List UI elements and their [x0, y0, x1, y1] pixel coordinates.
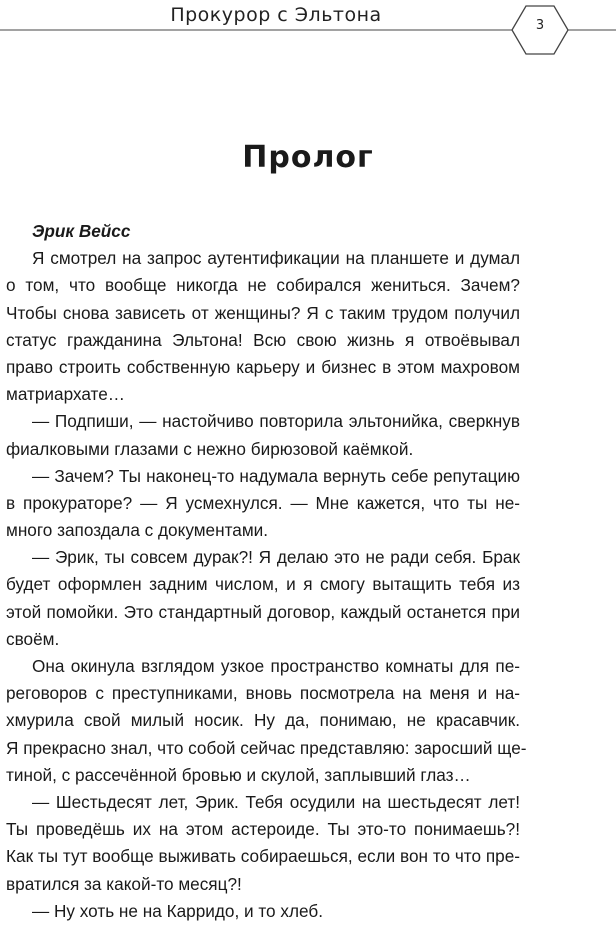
text-line: о том, что вообще никогда не собирался жениться. Зачем?	[6, 275, 520, 296]
chapter-title: Пролог	[242, 140, 374, 175]
text-line: право строить собственную карьеру и бизнес в этом махровом	[6, 356, 520, 377]
text-line: своём.	[6, 628, 60, 649]
text-line: будет оформлен задним числом, и я смогу вытащить тебя из	[6, 574, 520, 595]
text-line: в прокураторе? — Я усмехнулся. — Мне кажется, что ты не-	[6, 492, 520, 513]
text-line: Ты проведёшь их на этом астероиде. Ты это-то понимаешь?!	[6, 819, 520, 840]
text-line: реговоров с преступниками, вновь посмотрела на меня и на-	[6, 683, 520, 704]
text-line: — Ну хоть не на Карридо, и то хлеб.	[32, 900, 324, 921]
text-line: вратился за какой-то месяц?!	[6, 873, 242, 894]
text-line: этой помойки. Это стандартный договор, каждый останется при	[6, 601, 520, 622]
text-line: Я прекрасно знал, что собой сейчас представляю: заросший ще-	[6, 737, 527, 758]
text-line: — Эрик, ты совсем дурак?! Я делаю это не ради себя. Брак	[32, 547, 520, 568]
text-line: Она окинула взглядом узкое пространство комнаты для пе-	[32, 656, 520, 676]
text-line: много запоздала с документами.	[6, 520, 269, 541]
text-line: хмурила свой милый носик. Ну да, понимаю, не красавчик.	[6, 710, 520, 731]
running-title: Прокурор с Эльтона	[158, 4, 394, 26]
text-line: — Зачем? Ты наконец-то надумала вернуть себе репутацию	[32, 465, 520, 486]
text-line: Чтобы снова зависеть от женщины? Я с таким трудом получил	[6, 302, 520, 323]
text-line: — Подпиши, — настойчиво повторила эльтонийка, сверкнув	[32, 411, 520, 432]
page-header	[0, 0, 616, 60]
text-line: Как ты тут вообще выживать собираешься, если вон то что пре-	[6, 846, 520, 867]
body-text	[6, 218, 527, 925]
author-heading: Эрик Вейсс	[32, 221, 131, 241]
page-number: 3	[535, 18, 545, 33]
text-line: статус гражданина Эльтона! Всю свою жизнь я отвоёвывал	[6, 329, 520, 350]
text-line: — Шестьдесят лет, Эрик. Тебя осудили на шестьдесят лет!	[32, 791, 520, 812]
text-line: матриархате…	[6, 384, 125, 405]
text-line: фиалковыми глазами с нежно бирюзовой каёмкой.	[6, 438, 414, 459]
text-line: Я смотрел на запрос аутентификации на планшете и думал	[32, 248, 520, 269]
text-line: тиной, с рассечённой бровью и скулой, заплывший глаз…	[6, 764, 471, 785]
